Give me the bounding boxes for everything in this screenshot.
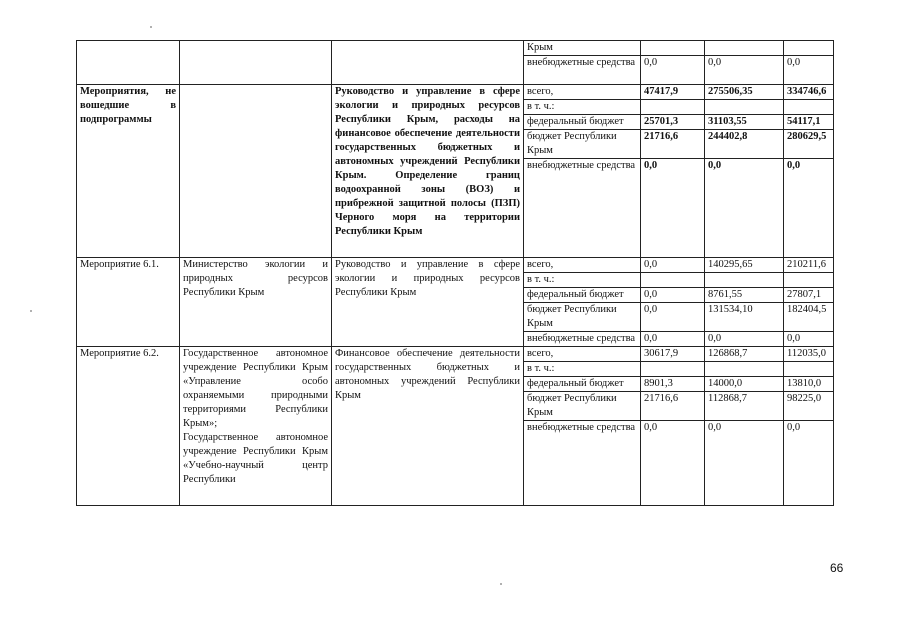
indicator-cell: федеральный бюджет [524,288,641,303]
indicator-cell: бюджет Республики Крым [524,130,641,159]
indicator-cell: бюджет Республики Крым [524,392,641,421]
value-cell: 126868,7 [705,347,784,362]
value-cell: 0,0 [641,303,705,332]
measure-name-cell: Мероприятие 6.1. [77,258,180,347]
value-cell [705,273,784,288]
table-row [77,258,834,273]
value-cell: 0,0 [784,159,834,258]
value-cell: 112868,7 [705,392,784,421]
indicator-cell: в т. ч.: [524,362,641,377]
indicator-cell: всего, [524,258,641,273]
value-cell: 0,0 [641,159,705,258]
value-cell [641,41,705,56]
value-cell: 13810,0 [784,377,834,392]
indicator-cell: в т. ч.: [524,100,641,115]
value-cell [641,273,705,288]
value-cell: 47417,9 [641,85,705,100]
value-cell: 0,0 [784,56,834,85]
table-row [77,41,834,56]
program-cell [77,41,180,85]
indicator-cell: внебюджетные средства [524,159,641,258]
indicator-cell: в т. ч.: [524,273,641,288]
value-cell: 210211,6 [784,258,834,273]
value-cell: 0,0 [705,56,784,85]
value-cell [705,362,784,377]
indicator-cell: внебюджетные средства [524,332,641,347]
value-cell: 0,0 [641,258,705,273]
value-cell: 275506,35 [705,85,784,100]
value-cell: 0,0 [784,332,834,347]
executor-cell: Государственное автономное учреждение Республики Крым «Управление особо охраняемыми природными территориями Республики Крым»; Государственное автономное учреждение Республики Крым «Учебно-научный центр Республики [180,347,332,506]
value-cell [784,273,834,288]
indicator-cell: внебюджетные средства [524,421,641,506]
value-cell: 0,0 [641,288,705,303]
value-cell: 14000,0 [705,377,784,392]
value-cell [705,100,784,115]
value-cell: 0,0 [641,56,705,85]
value-cell: 8761,55 [705,288,784,303]
indicator-cell: федеральный бюджет [524,115,641,130]
indicator-cell: всего, [524,85,641,100]
group-title-cell: Руководство и управление в сфере экологии и природных ресурсов Республики Крым, расходы на финансовое обеспечение деятельности государственных бюджетных и автономных учреждений Республики Крым. Определение границ водоохранной зоны (ВОЗ) и прибрежной защитной полосы (ПЗП) Черного моря на территории Республики Крым [332,85,524,258]
executor-cell [180,41,332,85]
value-cell: 131534,10 [705,303,784,332]
value-cell: 25701,3 [641,115,705,130]
value-cell: 0,0 [641,332,705,347]
value-cell: 182404,5 [784,303,834,332]
value-cell: 0,0 [705,421,784,506]
measure-title-cell: Финансовое обеспечение деятельности государственных бюджетных и автономных учреждений Республики Крым [332,347,524,506]
budget-table [76,40,834,506]
indicator-cell: Крым [524,41,641,56]
value-cell: 0,0 [705,332,784,347]
indicator-cell: всего, [524,347,641,362]
measure-name-cell: Мероприятие 6.2. [77,347,180,506]
executor-cell: Министерство экологии и природных ресурсов Республики Крым [180,258,332,347]
value-cell: 54117,1 [784,115,834,130]
value-cell: 8901,3 [641,377,705,392]
table-row [77,347,834,362]
value-cell: 244402,8 [705,130,784,159]
value-cell: 0,0 [641,421,705,506]
value-cell [641,362,705,377]
page-number: 66 [830,561,844,575]
value-cell: 30617,9 [641,347,705,362]
value-cell: 21716,6 [641,130,705,159]
value-cell [641,100,705,115]
value-cell [784,100,834,115]
value-cell [705,41,784,56]
indicator-cell: федеральный бюджет [524,377,641,392]
value-cell: 27807,1 [784,288,834,303]
value-cell: 280629,5 [784,130,834,159]
value-cell: 31103,55 [705,115,784,130]
table-row [77,85,834,100]
measure-title-cell: Руководство и управление в сфере экологии и природных ресурсов Республики Крым [332,258,524,347]
value-cell [784,362,834,377]
group-name-cell: Мероприятия, не вошедшие в подпрограммы [77,85,180,258]
value-cell: 334746,6 [784,85,834,100]
value-cell: 140295,65 [705,258,784,273]
scan-speck [500,583,502,585]
indicator-cell: внебюджетные средства [524,56,641,85]
executor-cell [180,85,332,258]
scan-speck [30,310,32,312]
scan-speck [150,26,152,28]
value-cell: 98225,0 [784,392,834,421]
indicator-cell: бюджет Республики Крым [524,303,641,332]
value-cell: 0,0 [784,421,834,506]
value-cell [784,41,834,56]
title-cell [332,41,524,85]
value-cell: 21716,6 [641,392,705,421]
value-cell: 112035,0 [784,347,834,362]
value-cell: 0,0 [705,159,784,258]
